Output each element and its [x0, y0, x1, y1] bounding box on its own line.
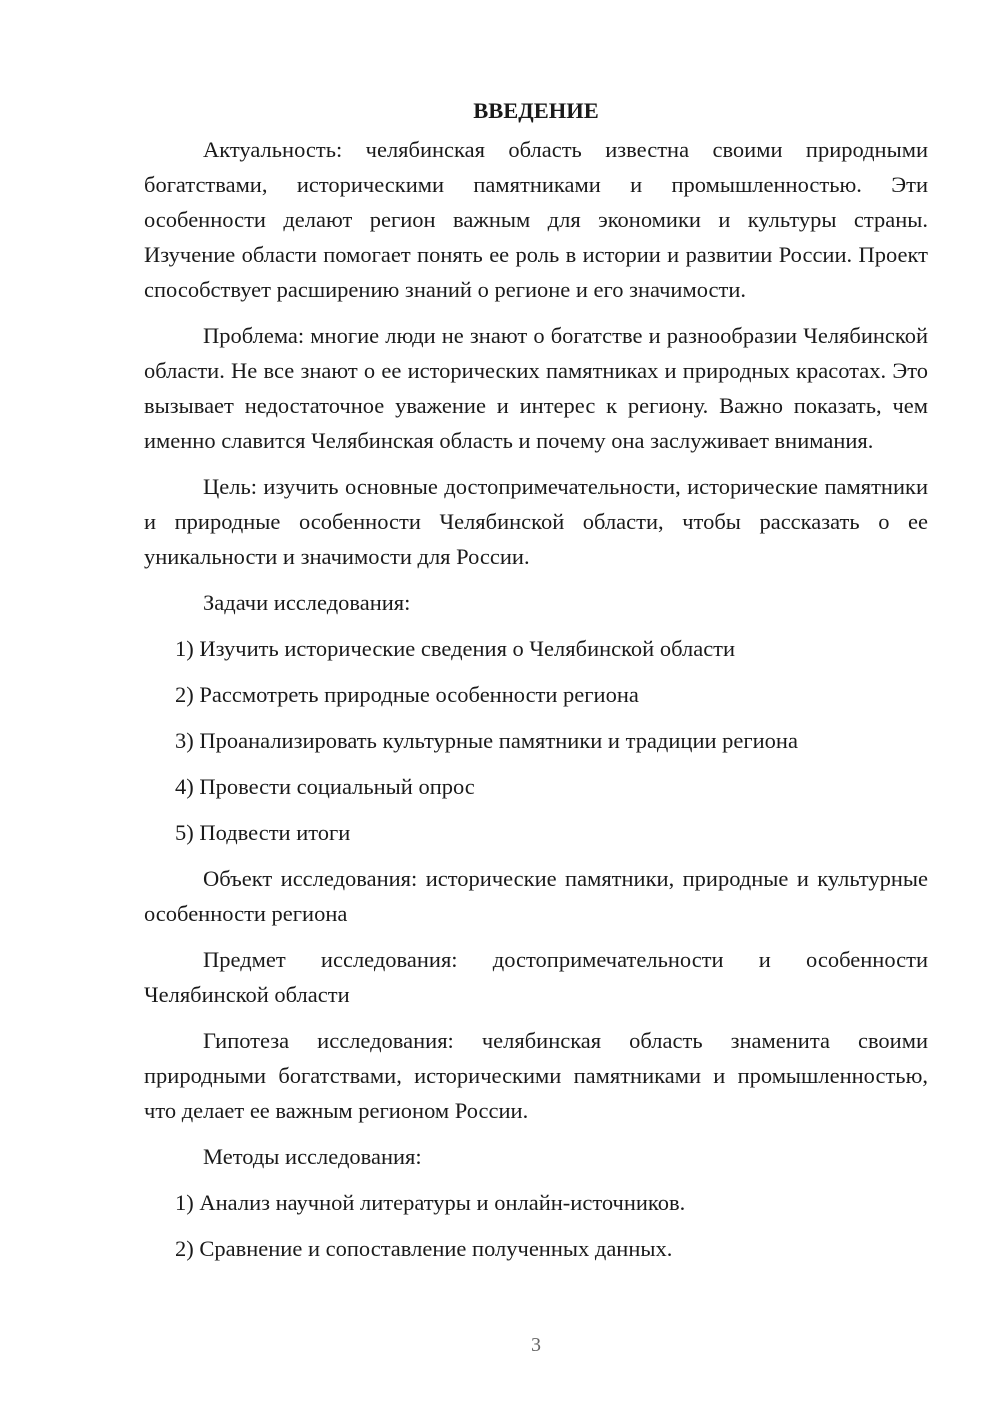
problem-paragraph: Проблема: многие люди не знают о богатстве и разнообразии Челябинской области. Не все знают о ее исторических памятниках и природных красотах. Это вызывает недостаточное уважение и интерес к региону. Важно показать, чем именно славится Челябинская область и почему она заслуживает внимания. — [144, 323, 928, 453]
methods-label: Методы исследования: — [203, 1144, 422, 1169]
list-item: 2) Сравнение и сопоставление полученных данных. — [175, 1236, 673, 1261]
list-item: 4) Провести социальный опрос — [175, 774, 475, 799]
list-item: 1) Изучить исторические сведения о Челябинской области — [175, 636, 736, 661]
relevance-paragraph: Актуальность: челябинская область известна своими природными богатствами, историческими памятниками и промышленностью. Эти особенности делают регион важным для экономики и культуры страны. Изучение области помогает понять ее роль в истории и развитии России. Проект способствует расширению знаний о регионе и его значимости. — [144, 137, 928, 302]
tasks-label: Задачи исследования: — [203, 590, 411, 615]
hypothesis-paragraph: Гипотеза исследования: челябинская область знаменита своими природными богатствами, историческими памятниками и промышленностью, что делает ее важным регионом России. — [144, 1028, 928, 1123]
page-number: 3 — [531, 1334, 541, 1356]
list-item: 3) Проанализировать культурные памятники и традиции региона — [175, 728, 798, 753]
page-title: ВВЕДЕНИЕ — [473, 98, 599, 123]
tasks-list — [144, 631, 928, 850]
object-paragraph: Объект исследования: исторические памятники, природные и культурные особенности региона — [144, 866, 928, 926]
list-item: 5) Подвести итоги — [175, 820, 351, 845]
subject-paragraph: Предмет исследования: достопримечательности и особенности Челябинской области — [144, 947, 928, 1007]
goal-paragraph: Цель: изучить основные достопримечательности, исторические памятники и природные особенности Челябинской области, чтобы рассказать о ее уникальности и значимости для России. — [144, 474, 928, 569]
document-page — [144, 96, 928, 1277]
list-item: 1) Анализ научной литературы и онлайн-источников. — [175, 1190, 686, 1215]
list-item: 2) Рассмотреть природные особенности региона — [175, 682, 639, 707]
methods-list — [144, 1185, 928, 1266]
